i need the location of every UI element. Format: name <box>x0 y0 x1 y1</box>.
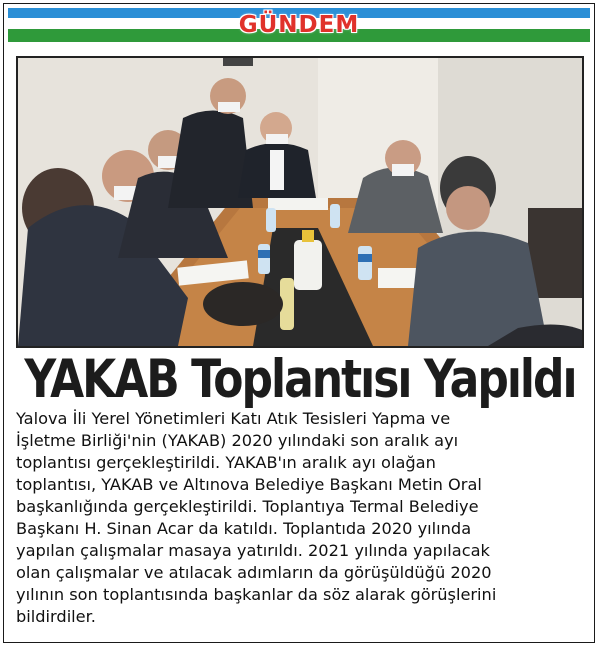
body-line: olan çalışmalar ve atılacak adımların da görüşüldüğü 2020 <box>16 563 492 582</box>
body-line: toplantısı, YAKAB ve Altınova Belediye Başkanı Metin Oral <box>16 475 482 494</box>
body-line: toplantısı gerçekleştirildi. YAKAB'ın aralık ayı olağan <box>16 453 436 472</box>
body-line: yapılan çalışmalar masaya yatırıldı. 2021 yılında yapılacak <box>16 541 490 560</box>
body-line: yılının son toplantısında başkanlar da söz alarak görüşlerini <box>16 585 497 604</box>
article-body <box>16 408 588 628</box>
section-banner <box>8 8 590 42</box>
meeting-photo <box>16 56 584 348</box>
newspaper-clipping <box>3 3 595 643</box>
body-line: başkanlığında gerçekleştirildi. Toplantıya Termal Belediye <box>16 497 479 516</box>
headline: YAKAB Toplantısı Yapıldı <box>24 348 576 410</box>
body-line: bildirdiler. <box>16 607 96 626</box>
body-line: Yalova İli Yerel Yönetimleri Katı Atık Tesisleri Yapma ve <box>16 409 451 428</box>
body-line: İşletme Birliği'nin (YAKAB) 2020 yılındaki son aralık ayı <box>16 431 459 450</box>
body-line: Başkanı H. Sinan Acar da katıldı. Toplantıda 2020 yılında <box>16 519 472 538</box>
section-title: GÜNDEM <box>238 12 360 38</box>
